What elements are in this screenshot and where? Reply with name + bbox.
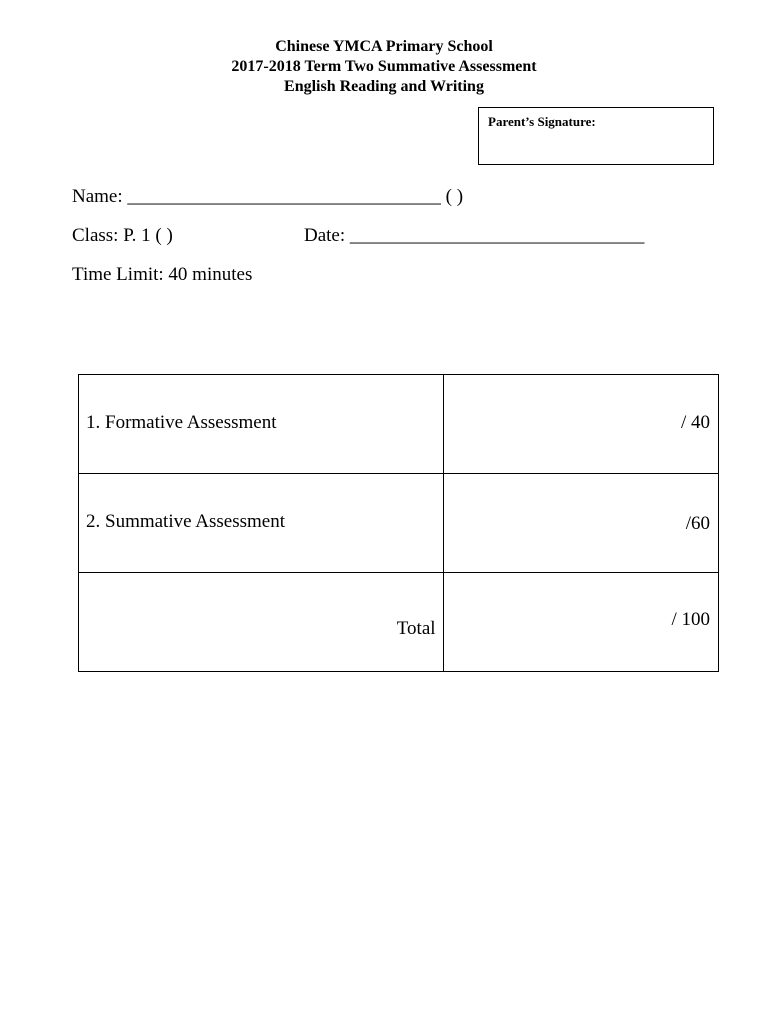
formative-label-cell bbox=[79, 375, 444, 474]
time-limit: Time Limit: 40 minutes bbox=[72, 264, 253, 285]
date-field: Date: _______________________________ bbox=[304, 225, 645, 246]
formative-label: 1. Formative Assessment bbox=[86, 412, 277, 433]
table-row bbox=[79, 375, 719, 474]
marks-table bbox=[78, 374, 719, 672]
formative-score-cell bbox=[443, 375, 718, 474]
summative-score-cell bbox=[443, 474, 718, 573]
school-name: Chinese YMCA Primary School bbox=[275, 38, 493, 55]
total-label-cell bbox=[79, 573, 444, 672]
total-label: Total bbox=[396, 618, 436, 639]
name-field: Name: _________________________________ ( ) bbox=[72, 186, 464, 207]
term-title: 2017-2018 Term Two Summative Assessment bbox=[231, 58, 537, 75]
total-score: / 100 bbox=[671, 609, 710, 630]
formative-score: / 40 bbox=[680, 412, 710, 433]
table-row bbox=[79, 573, 719, 672]
subject-title: English Reading and Writing bbox=[284, 78, 484, 95]
parent-signature-label: Parent’s Signature: bbox=[488, 114, 596, 129]
class-field: Class: P. 1 ( ) bbox=[72, 225, 173, 246]
document-header bbox=[0, 37, 768, 97]
table-row bbox=[79, 474, 719, 573]
total-score-cell bbox=[443, 573, 718, 672]
summative-label-cell bbox=[79, 474, 444, 573]
parent-signature-box bbox=[478, 107, 714, 165]
summative-score: /60 bbox=[685, 513, 710, 534]
summative-label: 2. Summative Assessment bbox=[86, 511, 285, 532]
